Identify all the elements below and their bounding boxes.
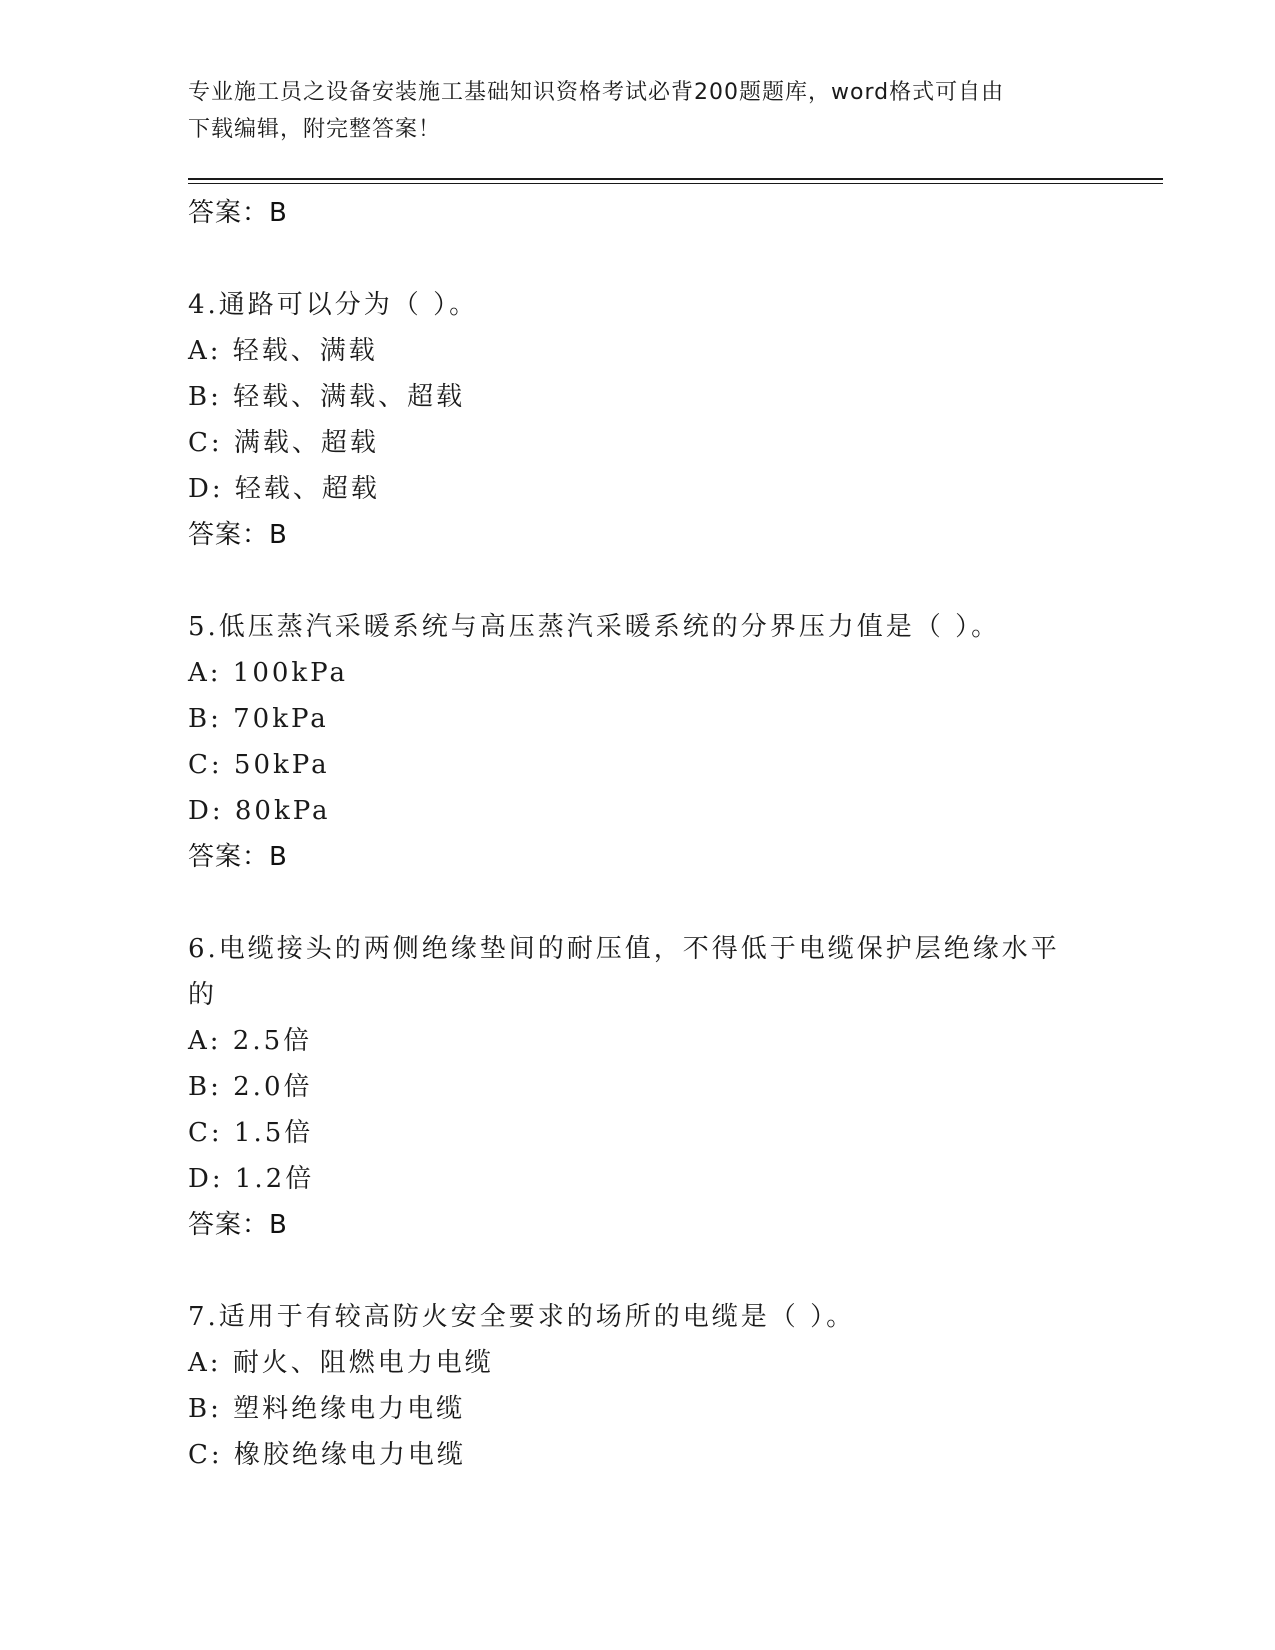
option-b: B: 轻载、满载、超载 <box>188 382 466 412</box>
question-5 <box>188 604 1148 880</box>
option-b: B: 塑料绝缘电力电缆 <box>188 1394 466 1424</box>
option-a: A: 轻载、满载 <box>188 336 378 366</box>
question-stem: 4.通路可以分为（ ）。 <box>188 290 479 320</box>
option-d: D: 轻载、超载 <box>188 474 380 504</box>
option-d: D: 1.2倍 <box>188 1164 315 1194</box>
option-a: A: 100kPa <box>188 658 349 688</box>
document-content <box>188 190 1148 1478</box>
header-title-line-2: 下载编辑，附完整答案！ <box>188 117 442 142</box>
previous-answer: 答案：B <box>188 198 288 228</box>
option-a: A: 2.5倍 <box>188 1026 313 1056</box>
question-6 <box>188 926 1148 1248</box>
option-b: B: 2.0倍 <box>188 1072 313 1102</box>
spacer <box>188 558 1148 604</box>
question-stem-line-1: 6.电缆接头的两侧绝缘垫间的耐压值，不得低于电缆保护层绝缘水平 <box>188 934 1060 964</box>
option-c: C: 满载、超载 <box>188 428 379 458</box>
question-stem: 5.低压蒸汽采暖系统与高压蒸汽采暖系统的分界压力值是（ ）。 <box>188 612 1001 642</box>
spacer <box>188 236 1148 282</box>
option-b: B: 70kPa <box>188 704 329 734</box>
question-7 <box>188 1294 1148 1478</box>
question-4 <box>188 282 1148 558</box>
spacer <box>188 880 1148 926</box>
question-stem: 7.适用于有较高防火安全要求的场所的电缆是（ ）。 <box>188 1302 856 1332</box>
answer-line: 答案：B <box>188 520 288 550</box>
option-d: D: 80kPa <box>188 796 331 826</box>
answer-line: 答案：B <box>188 842 288 872</box>
header-divider-thin <box>188 183 1163 184</box>
option-c: C: 1.5倍 <box>188 1118 314 1148</box>
answer-line: 答案：B <box>188 1210 288 1240</box>
document-header <box>188 74 1078 148</box>
header-title-line-1: 专业施工员之设备安装施工基础知识资格考试必背200题题库，word格式可自由 <box>188 80 1005 105</box>
question-stem-line-2: 的 <box>188 980 218 1010</box>
option-c: C: 橡胶绝缘电力电缆 <box>188 1440 466 1470</box>
option-c: C: 50kPa <box>188 750 330 780</box>
option-a: A: 耐火、阻燃电力电缆 <box>188 1348 494 1378</box>
spacer <box>188 1248 1148 1294</box>
header-divider-thick <box>188 178 1163 180</box>
